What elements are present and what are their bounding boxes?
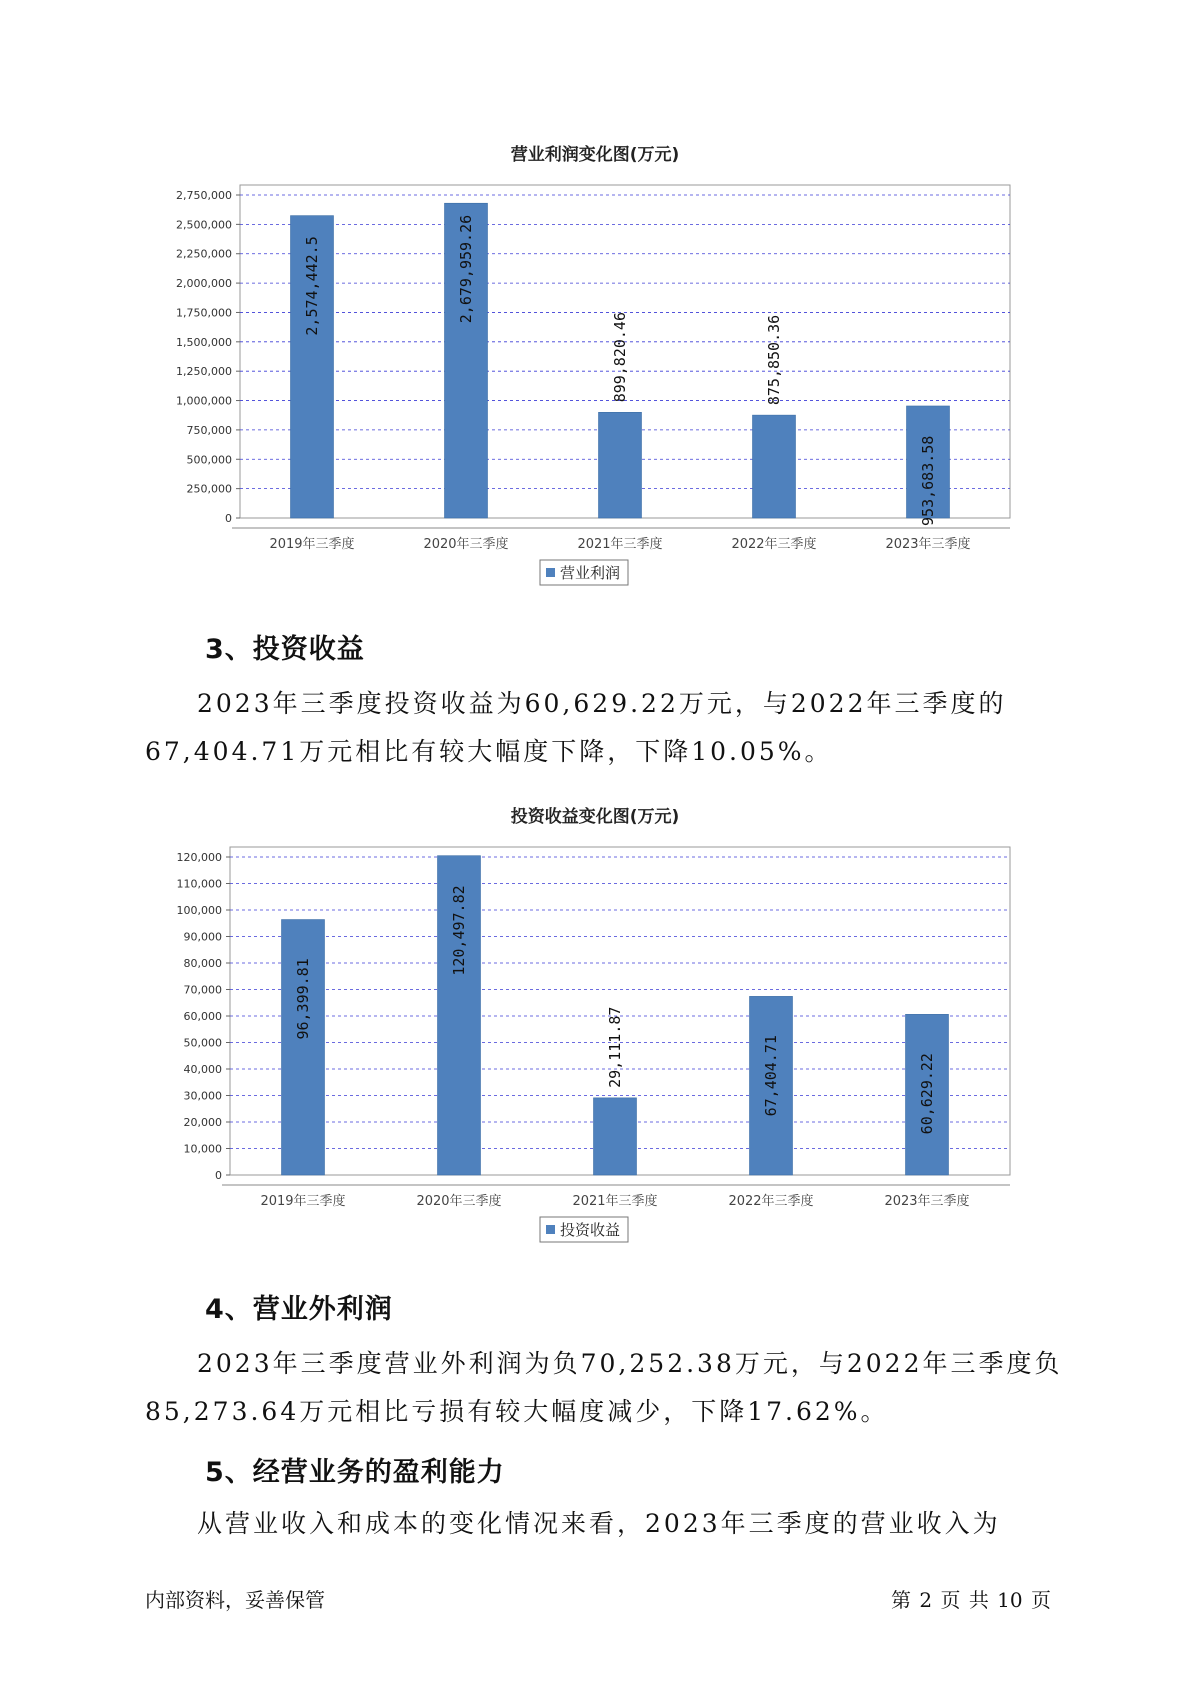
chart1-legend-label: 投资收益 (560, 1221, 621, 1239)
section-3-paragraph: 2023年三季度投资收益为60,629.22万元，与2022年三季度的67,404.71万元相比有较大幅度下降，下降10.05%。 (145, 689, 1007, 766)
chart1-ytick-label: 110,000 (176, 877, 222, 891)
chart0-category-label: 2020年三季度 (423, 537, 509, 552)
chart1-category-label: 2019年三季度 (260, 1194, 346, 1209)
chart0-legend-label: 营业利润 (560, 564, 621, 582)
chart0-category-label: 2022年三季度 (731, 537, 817, 552)
chart0-category-label: 2023年三季度 (885, 537, 971, 552)
chart1-category-label: 2021年三季度 (572, 1194, 658, 1209)
chart1-legend-swatch (546, 1225, 555, 1234)
footer-page-number: 第 2 页 共 10 页 (891, 1588, 1051, 1612)
chart1-ytick-label: 10,000 (183, 1142, 222, 1156)
chart0-ytick-label: 2,250,000 (176, 247, 232, 261)
chart1-ytick-label: 40,000 (183, 1063, 222, 1076)
chart1-ytick-label: 120,000 (176, 851, 222, 864)
chart1-bar (282, 920, 325, 1175)
chart0-bar (599, 412, 642, 518)
chart0-ytick-label: 250,000 (186, 482, 232, 496)
chart0-ytick-label: 1,500,000 (176, 335, 232, 349)
chart1-ytick-label: 0 (215, 1169, 222, 1182)
chart1-data-label: 67,404.71 (762, 1035, 780, 1117)
chart0-ytick-label: 1,750,000 (176, 306, 232, 320)
footer-confidential: 内部资料，妥善保管 (145, 1588, 325, 1612)
chart0-title: 营业利润变化图(万元) (510, 145, 680, 165)
section-3-heading: 3、投资收益 (205, 634, 365, 665)
chart0-data-label: 2,679,959.26 (457, 214, 475, 324)
chart1-ytick-label: 60,000 (183, 1010, 222, 1023)
chart1-title: 投资收益变化图(万元) (510, 807, 680, 827)
chart0-legend-swatch (546, 568, 555, 577)
chart0-category-label: 2019年三季度 (269, 537, 355, 552)
chart0-ytick-label: 2,750,000 (176, 189, 232, 202)
chart0-ytick-label: 0 (225, 512, 232, 525)
chart1-category-label: 2022年三季度 (728, 1194, 814, 1209)
chart1-category-label: 2023年三季度 (884, 1194, 970, 1209)
chart1-ytick-label: 80,000 (183, 957, 222, 970)
section-4-heading: 4、营业外利润 (205, 1294, 393, 1325)
section-5-heading: 5、经营业务的盈利能力 (205, 1457, 505, 1488)
section-4-paragraph: 2023年三季度营业外利润为负70,252.38万元，与2022年三季度负85,273.64万元相比亏损有较大幅度减少，下降17.62%。 (145, 1349, 1063, 1426)
operating-profit-chart (0, 130, 1191, 600)
chart0-data-label: 875,850.36 (765, 314, 783, 406)
chart1-data-label: 29,111.87 (606, 1006, 624, 1088)
chart0-ytick-label: 2,500,000 (176, 218, 232, 232)
chart0-ytick-label: 1,250,000 (176, 365, 232, 379)
investment-income-chart (0, 792, 1191, 1254)
chart1-data-label: 120,497.82 (450, 885, 468, 976)
chart0-data-label: 953,683.58 (919, 435, 937, 526)
section-5-paragraph: 从营业收入和成本的变化情况来看，2023年三季度的营业收入为 (197, 1509, 1001, 1538)
chart1-ytick-label: 30,000 (183, 1089, 222, 1103)
chart0-category-label: 2021年三季度 (577, 537, 663, 552)
chart1-bar (594, 1098, 637, 1175)
chart0-ytick-label: 500,000 (186, 453, 232, 467)
chart1-data-label: 60,629.22 (918, 1053, 936, 1135)
chart1-data-label: 96,399.81 (294, 958, 312, 1040)
chart0-ytick-label: 2,000,000 (176, 277, 232, 291)
chart0-data-label: 899,820.46 (611, 311, 629, 403)
chart1-category-label: 2020年三季度 (416, 1194, 502, 1209)
chart0-ytick-label: 1,000,000 (176, 394, 232, 408)
chart0-ytick-label: 750,000 (186, 423, 232, 437)
chart1-ytick-label: 20,000 (183, 1116, 222, 1129)
chart1-ytick-label: 100,000 (176, 904, 222, 917)
chart1-ytick-label: 50,000 (183, 1036, 222, 1050)
investment-income-chart-svg (0, 792, 1191, 1254)
chart0-data-label: 2,574,442.5 (303, 236, 321, 336)
operating-profit-chart-svg (0, 130, 1191, 600)
chart1-ytick-label: 70,000 (183, 983, 222, 997)
chart0-bar (753, 415, 796, 518)
chart1-ytick-label: 90,000 (183, 930, 222, 944)
